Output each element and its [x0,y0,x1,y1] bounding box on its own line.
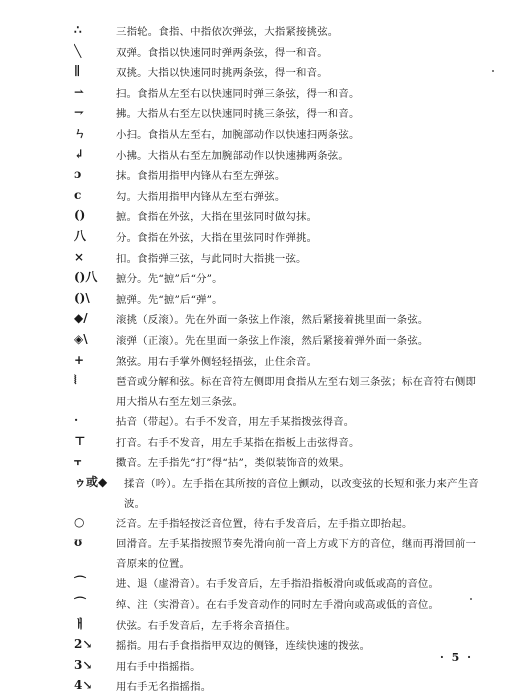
notation-symbol: ⇀ [74,84,85,99]
notation-entry [0,675,511,696]
notation-symbol: ()八 [74,270,98,285]
notation-symbol: ◈\ [74,331,88,346]
notation-entry [0,247,511,268]
notation-symbol: ⌒ [74,575,87,590]
notation-description: 摇指。用右手食指指甲双边的侧锋，连续快速的拨弦。 [116,640,371,653]
notation-description: 摭分。先“摭”后“分”。 [116,273,223,286]
notation-symbol: ⇁ [74,105,85,120]
notation-symbol: ∥ [74,64,81,79]
notation-description: 小拂。大指从右至左加腕部动作以快速拂两条弦。 [116,149,349,162]
notation-symbol: c [74,187,82,202]
notation-entry [0,614,511,635]
notation-description: 双挑。大指以快速同时挑两条弦，得一和音。 [116,67,328,80]
notation-entry [0,370,511,410]
notation-symbol: 3↘ [74,657,93,672]
notation-description: 煞弦。用右手掌外侧轻轻捂弦，止住余音。 [116,355,318,368]
notation-entry [0,123,511,144]
notation-entry [0,82,511,103]
notation-symbol: · [74,413,79,428]
notation-entry [0,205,511,226]
notation-symbol: ○ [74,514,85,529]
notation-entry [0,288,511,309]
notation-symbol: ㅐ [74,616,86,631]
notation-description: 揉音（吟）。左手指在其所按的音位上颤动，以改变弦的长短和张力来产生音波。 [124,477,479,510]
notation-symbol: () [74,208,86,223]
notation-description: 用右手中指摇指。 [116,660,201,673]
notation-entry [0,512,511,533]
notation-entry [0,61,511,82]
scan-speck [470,598,472,600]
notation-symbol: ()\ [74,290,90,305]
notation-entry [0,226,511,247]
notation-entry [0,532,511,572]
notation-symbol: ゥ或◆ [74,474,108,489]
scan-speck [492,70,494,72]
notation-description: 摭。食指在外弦，大指在里弦同时做勾抹。 [116,211,318,224]
notation-symbol: ⌒ [74,596,87,611]
notation-entry [0,20,511,41]
notation-description: 泛音。左手指轻按泛音位置，待右手发音后，左手指立即抬起。 [116,517,413,530]
notation-description: 勾。大指用指甲内锋从左至右弹弦。 [116,190,286,203]
notation-symbol: ⫟ [74,454,82,469]
notation-symbol: ⦚ [74,373,77,388]
notation-description: 双弹。食指以快速同时弹两条弦，得一和音。 [116,46,328,59]
notation-entry [0,451,511,472]
notation-symbol: ㄣ [74,125,87,140]
notation-description: 摭弹。先“摭”后“弹”。 [116,293,223,306]
notation-description: 滚挑（反滚）。先在外面一条弦上作滚，然后紧接着挑里面一条弦。 [116,314,429,327]
notation-symbol: ╲ [74,43,82,58]
page-number: · 5 · [440,651,473,664]
notation-symbol: ⊤ [74,433,86,448]
notation-symbol: ɔ [74,167,82,182]
notation-description: 小扫。食指从左至右，加腕部动作以快速扫两条弦。 [116,128,360,141]
notation-description: 琶音或分解和弦。标在音符左侧即用食指从左至右划三条弦；标在音符右侧即用大指从右至左划三条弦。 [116,376,477,409]
notation-symbol: ∴ [74,23,82,37]
notation-description: 拂。大指从右至左以快速同时挑三条弦，得一和音。 [116,108,360,121]
notation-description: 伏弦。右手发音后，左手将余音捂住。 [116,619,297,632]
notation-description: 用右手无名指摇指。 [116,681,212,694]
notation-entry [0,350,511,371]
notation-description: 滚弹（正滚）。先在里面一条弦上作滚，然后紧接着弹外面一条弦。 [116,334,429,347]
notation-description: 扫。食指从左至右以快速同时弹三条弦，得一和音。 [116,87,360,100]
notation-entry [0,593,511,614]
notation-entry [0,572,511,593]
notation-entry [0,308,511,329]
notation-description: 擞音。左手指先“打”得“拈”，类似装饰音的效果。 [116,457,350,470]
notation-entry [0,655,511,676]
notation-entry [0,102,511,123]
notation-entry [0,41,511,62]
notation-description: 抹。食指用指甲内锋从右至左弹弦。 [116,170,286,183]
notation-description: 拈音（带起）。右手不发音，用左手某指拨弦得音。 [116,416,355,429]
notation-symbol: ◆/ [74,311,88,326]
notation-entry [0,431,511,452]
notation-symbol: × [74,249,85,264]
notation-symbol: + [74,352,85,367]
notation-description: 打音。右手不发音，用左手某指在指板上击弦得音。 [116,436,360,449]
notation-description: 扣。食指弹三弦，与此同时大指挑一弦。 [116,252,307,265]
notation-entry [0,329,511,350]
notation-symbol: ↲ [74,146,85,161]
notation-entry [0,634,511,655]
notation-description: 回滑音。左手某指按照节奏先滑向前一音上方或下方的音位，继而再滑回前一音原来的位置。 [116,538,477,571]
notation-entry [0,472,511,512]
notation-entry [0,410,511,431]
notation-description: 三指轮。食指、中指依次弹弦，大指紧接挑弦。 [116,26,339,38]
notation-list [0,20,511,696]
notation-description: 进、退（虚滑音）。右手发音后，左手指沿指板滑向或低或高的音位。 [116,578,440,591]
notation-symbol: ʊ [74,535,83,550]
notation-symbol: 八 [74,228,87,243]
notation-entry [0,267,511,288]
notation-symbol: 4↘ [74,678,93,693]
notation-entry [0,164,511,185]
notation-description: 绰、注（实滑音）。在右手发音动作的同时左手滑向或高或低的音位。 [116,599,440,612]
notation-symbol: 2↘ [74,637,93,652]
notation-description: 分。食指在外弦，大指在里弦同时作弹挑。 [116,231,318,244]
notation-entry [0,185,511,206]
notation-entry [0,144,511,165]
